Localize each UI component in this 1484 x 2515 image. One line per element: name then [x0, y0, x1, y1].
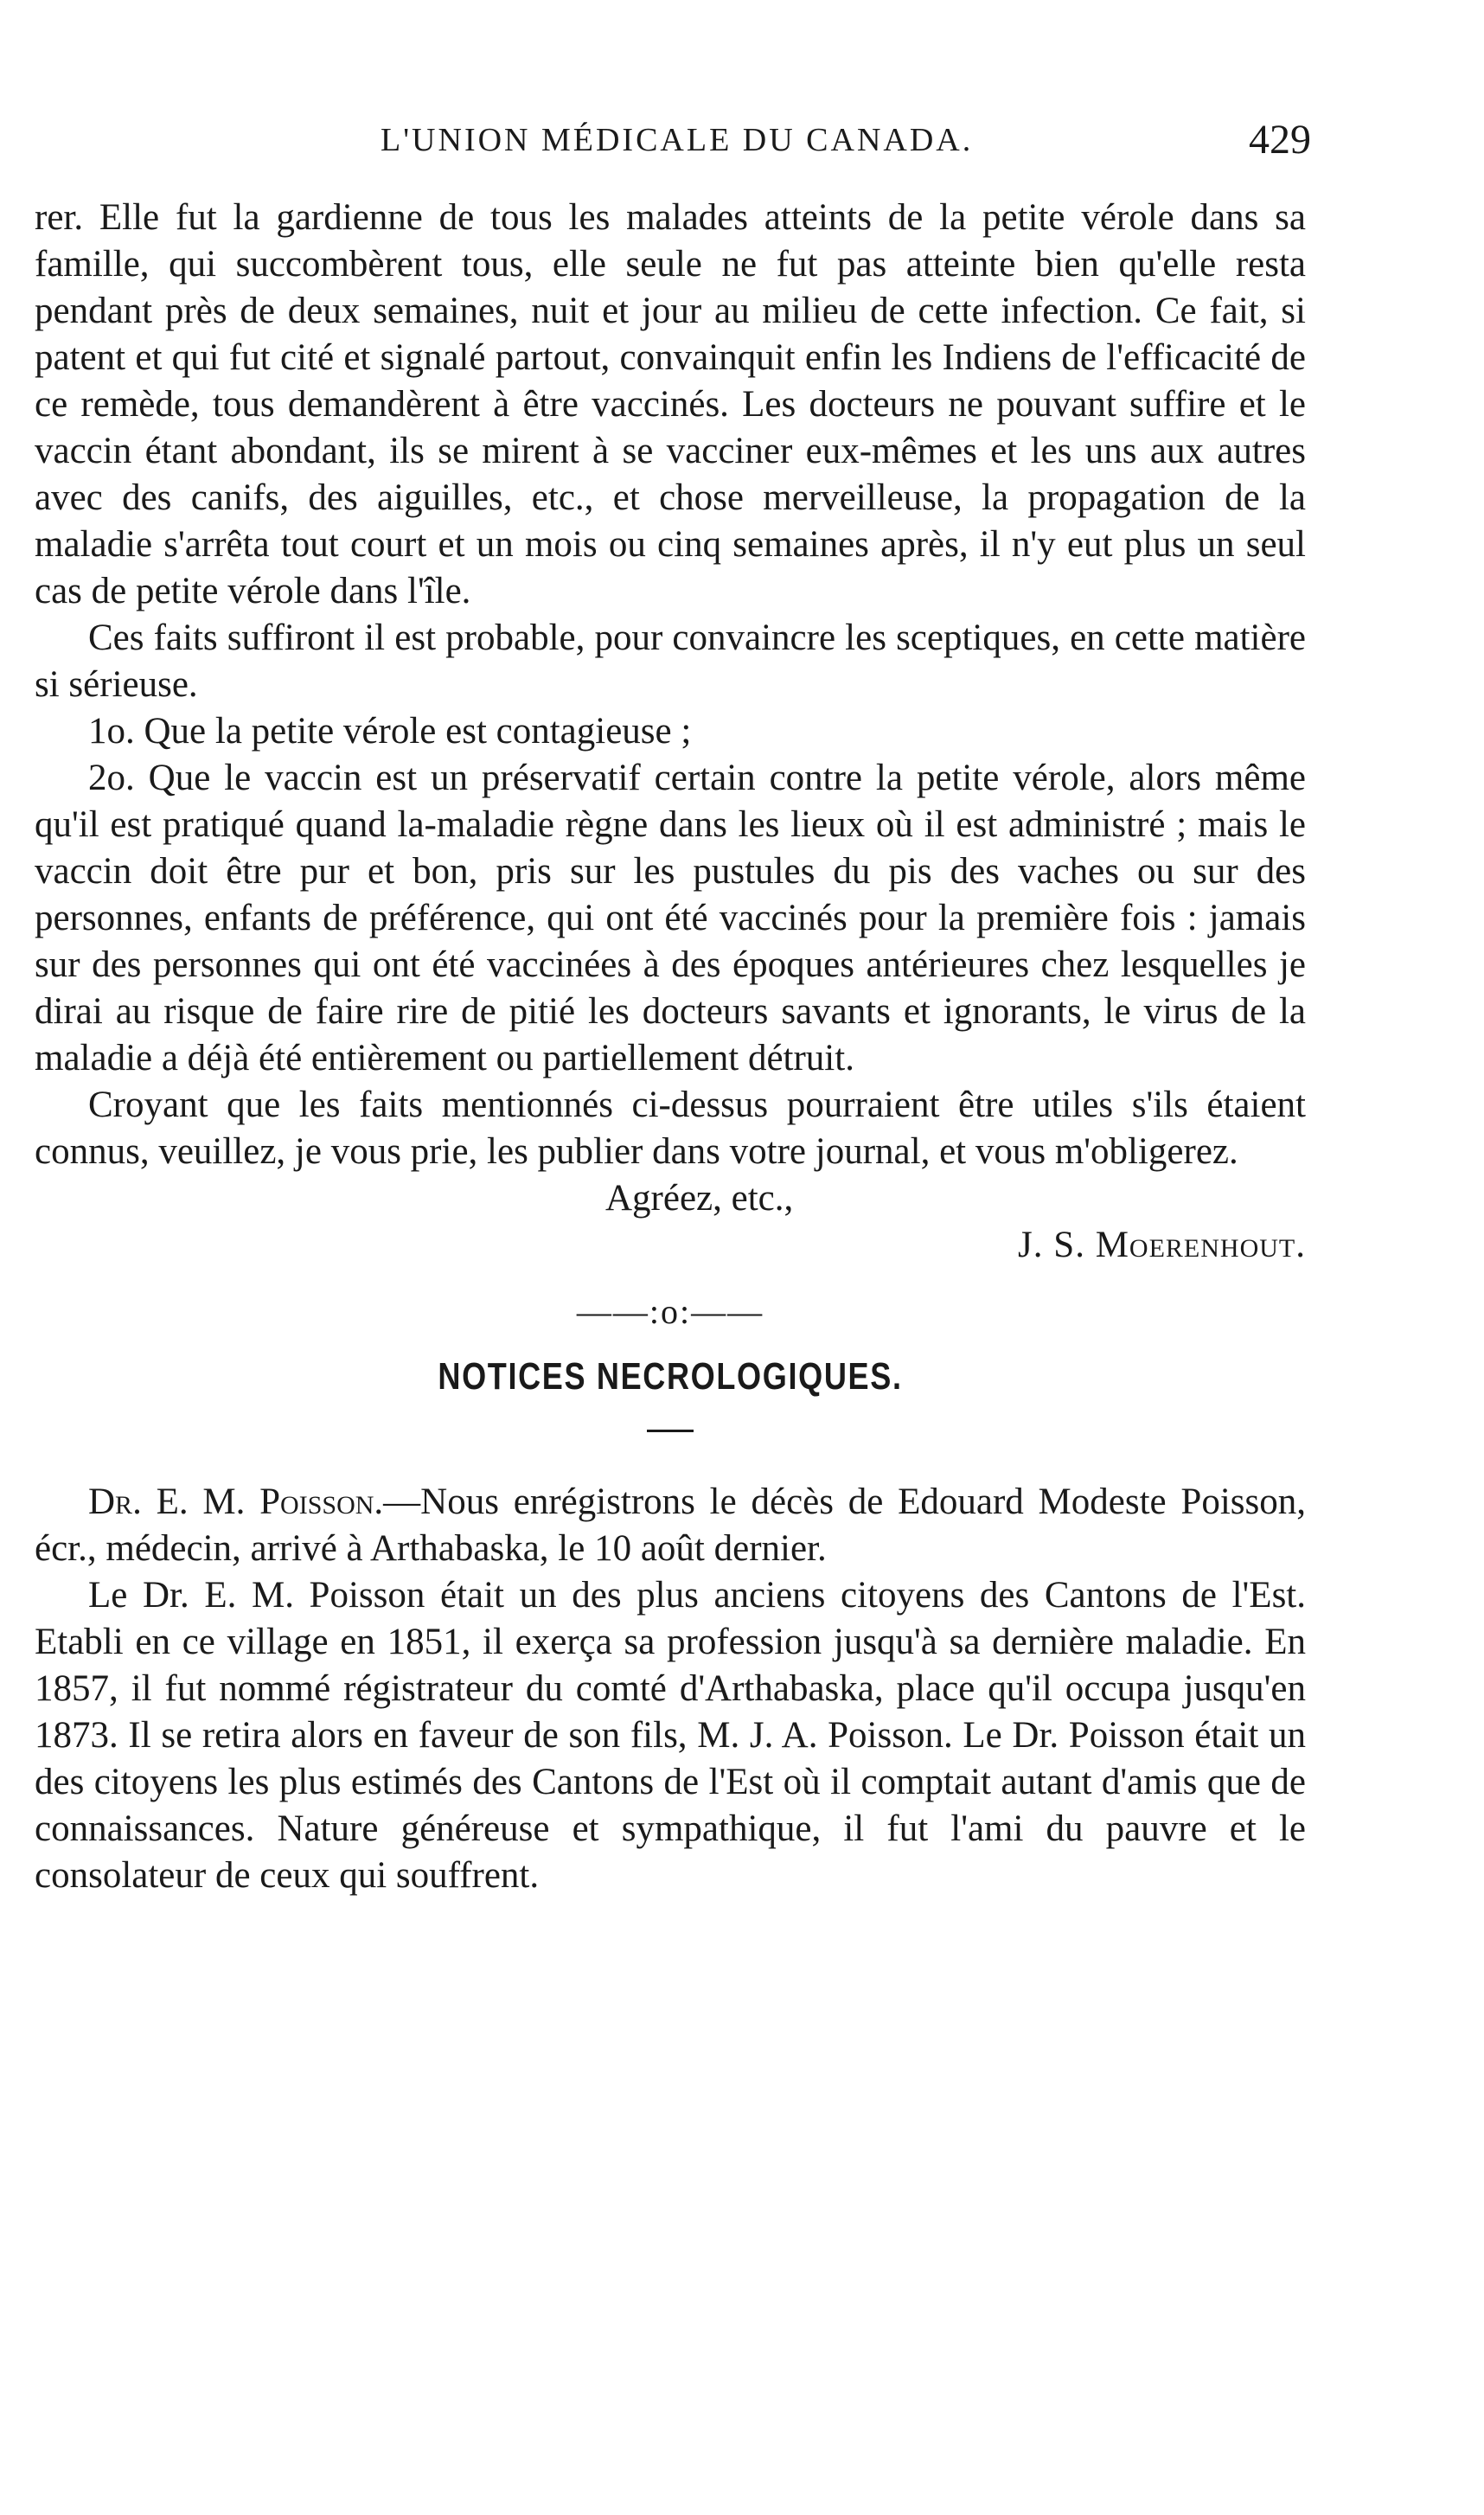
page-number: 429: [1249, 117, 1311, 163]
running-title: L'UNION MÉDICALE DU CANADA.: [381, 122, 974, 158]
paragraph-continuation: rer. Elle fut la gardienne de tous les malades atteints de la petite vérole dans sa famille, qui succombèrent tous, elle seule ne fut pas atteinte bien qu'elle resta pendant près de deux semaines, nuit et jour au milieu de cette infection. Ce fait, si patent et qui fut cité et signalé partout, convainquit enfin les Indiens de l'efficacité de ce remède, tous demandèrent à être vaccinés. Les docteurs ne pouvant suffire et le vaccin étant abondant, ils se mirent à se vacciner eux-mêmes et les uns aux autres avec des canifs, des aiguilles, etc., et chose merveilleuse, la propagation de la maladie s'arrêta tout court et un mois ou cinq semaines après, il n'y eut plus un seul cas de petite vérole dans l'île.: [35, 197, 1306, 611]
list-item-2: 2o. Que le vaccin est un préservatif certain contre la petite vérole, alors même qu'il est pratiqué quand la-maladie règne dans les lieux où il est administré ; mais le vaccin doit être pur et bon, pris sur les pustules du pis des vaches ou sur des personnes, enfants de préférence, qui ont été vaccinés pour la première fois : jamais sur des personnes qui ont été vaccinées à des époques antérieures chez lesquelles je dirai au risque de faire rire de pitié les docteurs savants et ignorants, le virus de la maladie a déjà été entièrement ou partiellement détruit.: [35, 758, 1306, 1078]
signature: J. S. Moerenhout.: [1018, 1225, 1306, 1265]
closing-salutation: Agréez, etc.,: [605, 1178, 794, 1219]
obituary-paragraph-2: Le Dr. E. M. Poisson était un des plus anciens citoyens des Cantons de l'Est. Etabli en ce village en 1851, il exerça sa profession jusqu'à sa dernière maladie. En 1857, il fut nommé régistrateur du comté d'Arthabaska, place qu'il occupa jusqu'en 1873. Il se retira alors en faveur de son fils, M. J. A. Poisson. Le Dr. Poisson était un des citoyens les plus estimés des Cantons de l'Est où il comptait autant d'amis que de connaissances. Nature généreuse et sympathique, il fut l'ami du pauvre et le consolateur de ceux qui souffrent.: [35, 1575, 1306, 1896]
article-body: [35, 195, 1306, 1899]
obituary-lead-name: Dr. E. M. Poisson.: [88, 1481, 384, 1522]
list-item-1: 1o. Que la petite vérole est contagieuse ;: [88, 711, 692, 752]
obituary-paragraph-1-text: —Nous enrégistrons le décès de Edouard Modeste Poisson, écr., médecin, arrivé à Arthabaska, le 10 août dernier.: [35, 1481, 1306, 1569]
running-header: [0, 117, 1484, 173]
heading-rule: [647, 1430, 694, 1432]
section-divider: ——:o:——: [576, 1292, 764, 1331]
obituary-paragraph-1: [35, 1479, 1306, 1572]
paragraph-conclusion: Ces faits suffiront il est probable, pour convaincre les sceptiques, en cette matière si sérieuse.: [35, 618, 1306, 705]
paragraph-request: Croyant que les faits mentionnés ci-dessus pourraient être utiles s'ils étaient connus, veuillez, je vous prie, les publier dans votre journal, et vous m'obligerez.: [35, 1085, 1306, 1172]
section-heading: NOTICES NECROLOGIQUES.: [438, 1355, 903, 1398]
